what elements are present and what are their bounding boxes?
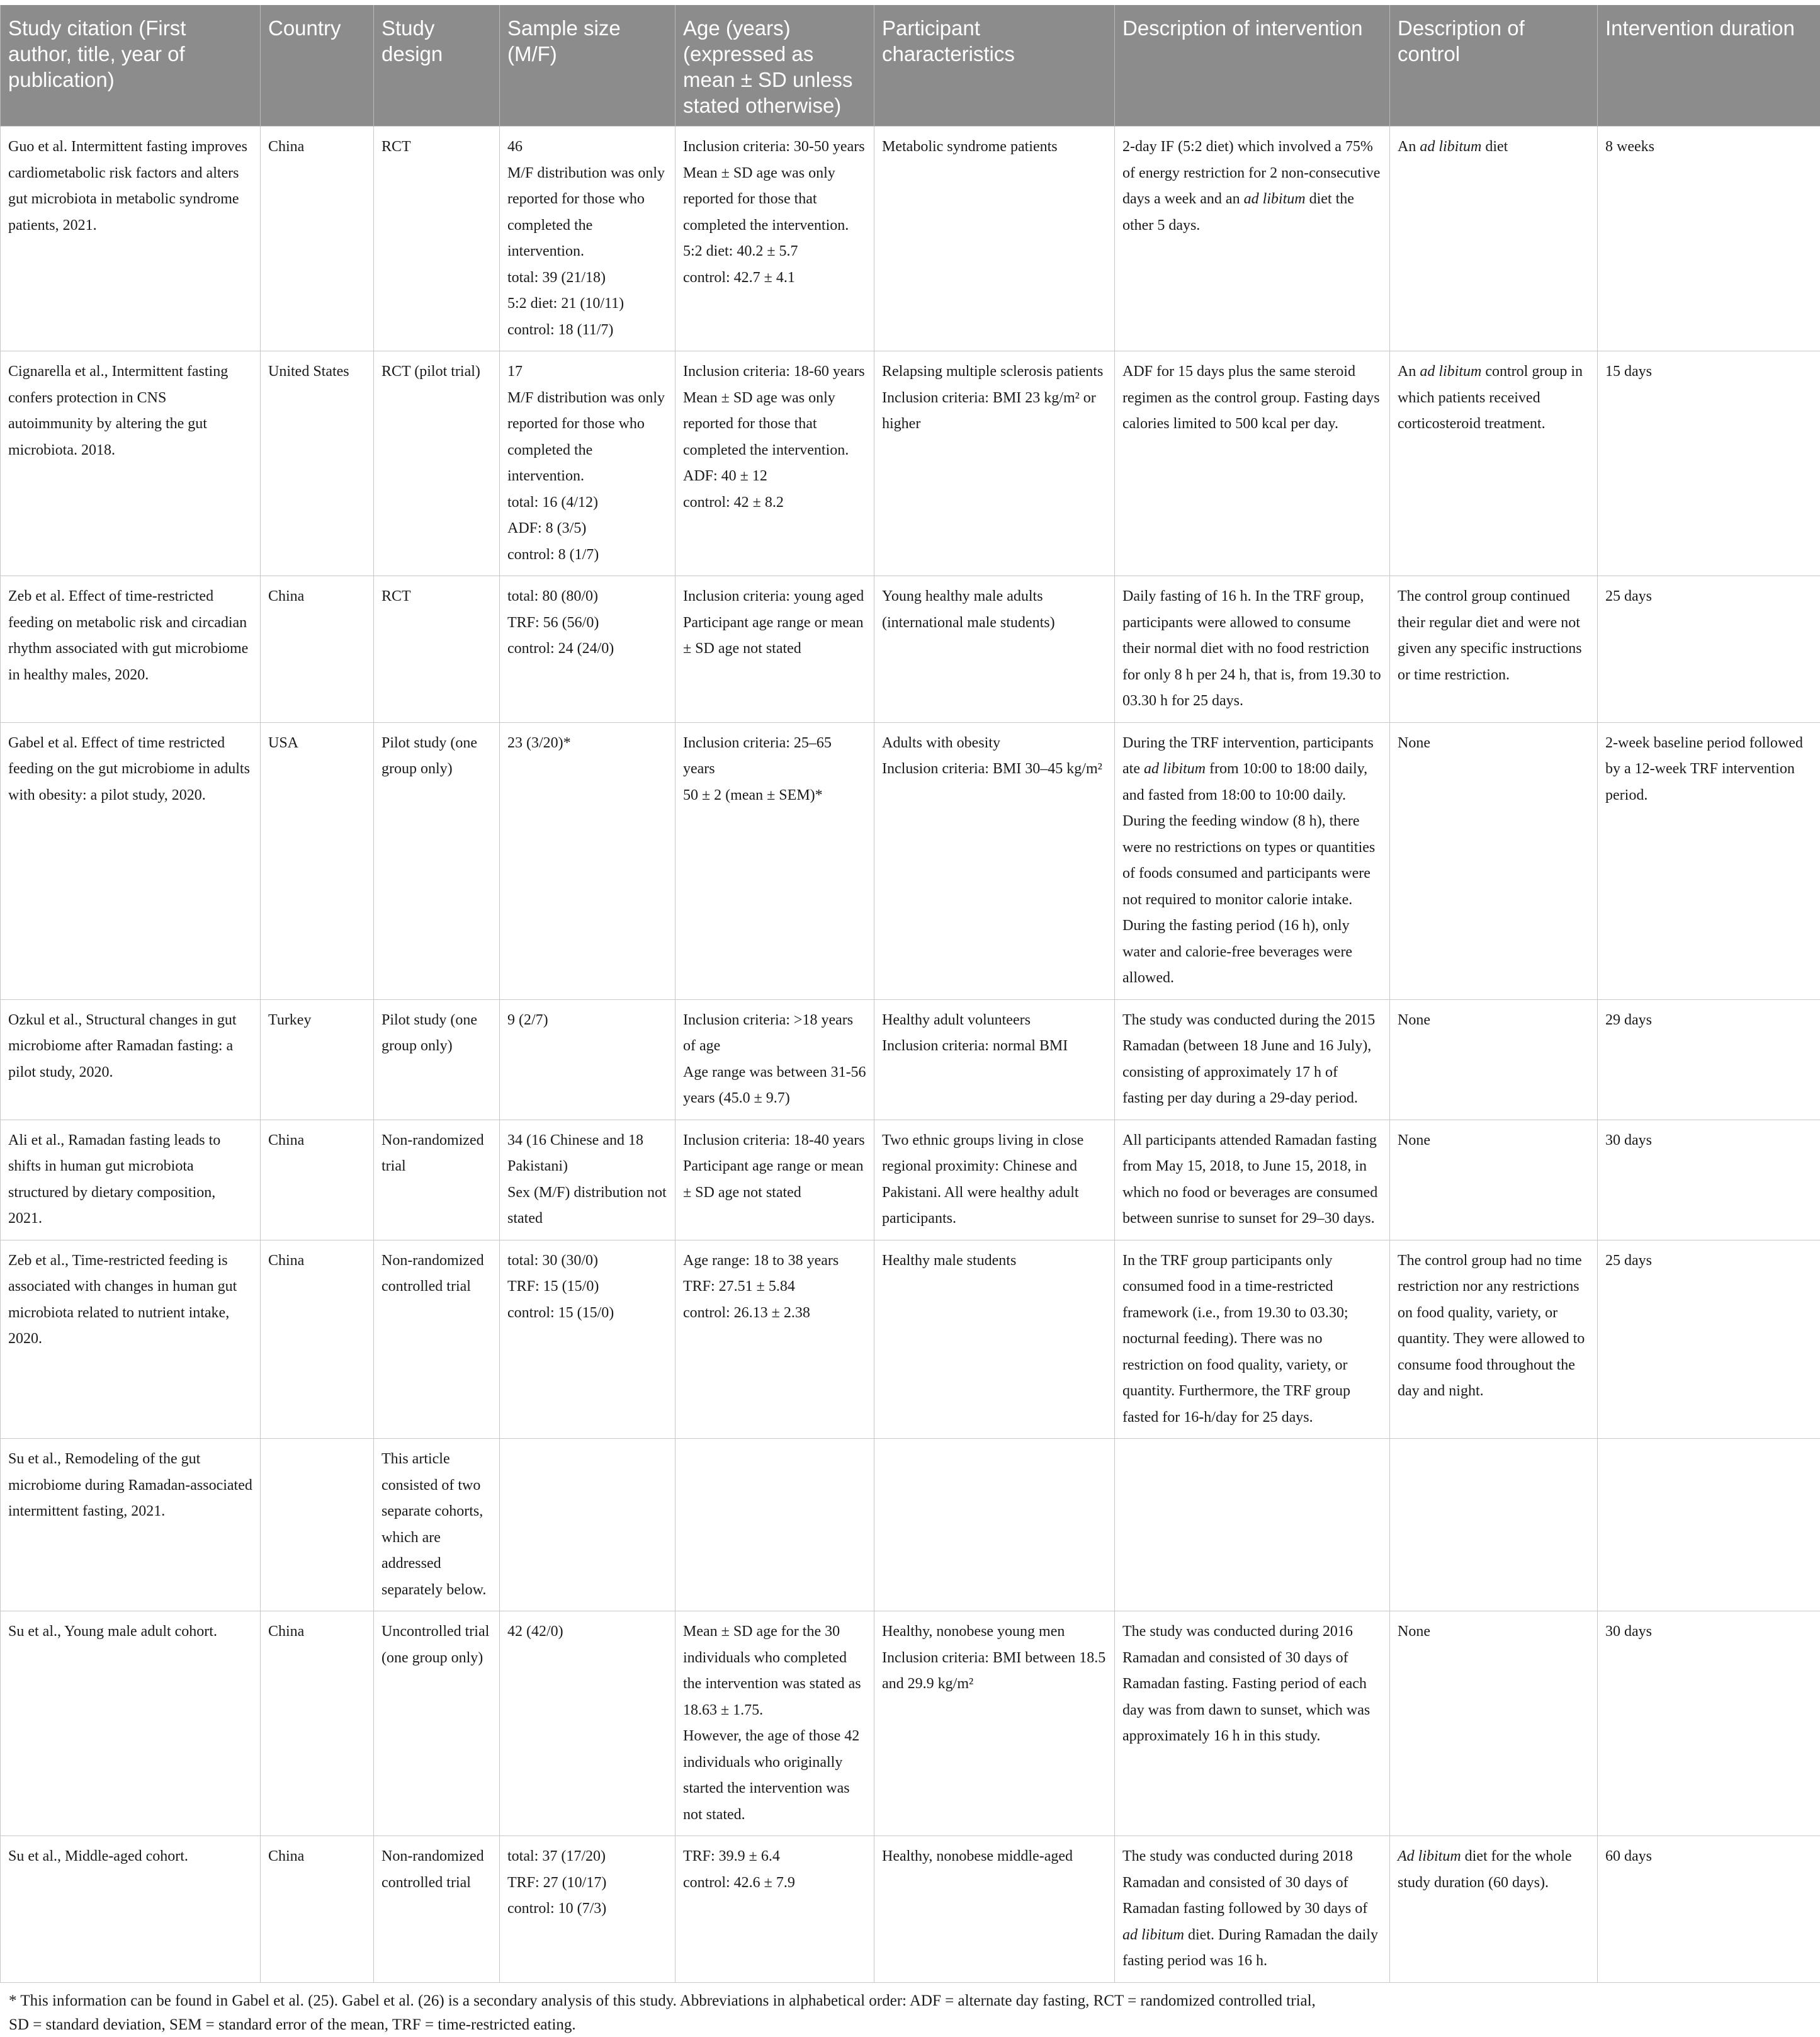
cell-line: Participant age range or mean ± SD age not stated <box>683 1154 866 1206</box>
cell-age <box>675 576 874 723</box>
cell-citation <box>1 722 261 999</box>
cell-text: USA <box>268 735 298 751</box>
cell-text: The control group continued their regular diet and were not given any specific instructions or time restriction. <box>1398 588 1582 683</box>
cell-text: None <box>1398 1012 1430 1028</box>
cell-line: Age range was between 31-56 years (45.0 ± 9.7) <box>683 1060 866 1112</box>
cell-text: China <box>268 1252 304 1269</box>
cell-line: Inclusion criteria: >18 years of age <box>683 1007 866 1060</box>
cell-line: Inclusion criteria: 25–65 years <box>683 730 866 783</box>
cell-text: Non-randomized controlled trial <box>382 1848 484 1891</box>
cell-age <box>675 1611 874 1836</box>
cell-country <box>261 127 374 351</box>
cell-text: 30 days <box>1605 1132 1652 1149</box>
cell-text: Non-randomized trial <box>382 1132 484 1175</box>
cell-participants <box>874 1836 1115 1983</box>
cell-line: 9 (2/7) <box>507 1007 667 1034</box>
cell-line: Healthy, nonobese young men <box>882 1619 1107 1645</box>
cell-country <box>261 1611 374 1836</box>
table-row <box>1 1836 1820 1983</box>
cell-line: Inclusion criteria: 18-40 years <box>683 1128 866 1154</box>
cell-line: total: 80 (80/0) <box>507 584 667 610</box>
cell-citation <box>1 576 261 723</box>
cell-text: During the TRF intervention, participants ate ad libitum from 10:00 to 18:00 daily, and fasted from 18:00 to 10:00 daily. During the feeding window (8 h), there were no restrictions on types or quantities of foods consumed and participants were not required to monitor calorie intake. During the fasting period (16 h), only water and calorie-free beverages were allowed. <box>1122 735 1375 987</box>
cell-text: RCT (pilot trial) <box>382 363 480 380</box>
cell-sample <box>500 1836 675 1983</box>
cell-text: An ad libitum diet <box>1398 139 1508 155</box>
footnote: * This information can be found in Gabel et al. (25). Gabel et al. (26) is a secondary analysis of this study. Abbreviations in alphabetical order: ADF = alternate day fasting, RCT = randomized controlled trial, SD = standard deviation, SEM = standard error of the mean, TRF = time-restricted eating. <box>0 1983 1327 2037</box>
cell-line: control: 26.13 ± 2.38 <box>683 1300 866 1327</box>
cell-country <box>261 999 374 1120</box>
cell-line: Adults with obesity <box>882 730 1107 757</box>
cell-control <box>1390 1120 1598 1240</box>
cell-text: 30 days <box>1605 1623 1652 1640</box>
cell-control <box>1390 127 1598 351</box>
cell-text: The study was conducted during 2016 Ramadan and consisted of 30 days of Ramadan fasting. Fasting period of each day was from dawn to sunset, which was approximately 16 h in this study. <box>1122 1623 1370 1744</box>
cell-line: M/F distribution was only reported for those who completed the intervention. <box>507 161 667 265</box>
cell-citation <box>1 1240 261 1439</box>
cell-line: Inclusion criteria: normal BMI <box>882 1033 1107 1060</box>
cell-text: Pilot study (one group only) <box>382 735 477 778</box>
cell-age <box>675 999 874 1120</box>
cell-text: China <box>268 1848 304 1864</box>
cell-text: This article consisted of two separate cohorts, which are addressed separately below. <box>382 1451 486 1598</box>
cell-text: In the TRF group participants only consumed food in a time-restricted framework (i.e., from 19.30 to 03.30; nocturnal feeding). There was no restriction on food quality, variety, or quantity. Furthermore, the TRF group fasted for 16-h/day for 25 days. <box>1122 1252 1350 1426</box>
cell-control <box>1390 1611 1598 1836</box>
cell-citation <box>1 351 261 576</box>
cell-citation <box>1 1120 261 1240</box>
header-row <box>1 5 1820 127</box>
cell-country <box>261 1836 374 1983</box>
cell-design <box>374 1120 500 1240</box>
cell-text: 8 weeks <box>1605 139 1654 155</box>
cell-text: Su et al., Young male adult cohort. <box>8 1623 217 1640</box>
cell-text: Turkey <box>268 1012 311 1028</box>
cell-citation <box>1 1611 261 1836</box>
table-row <box>1 1611 1820 1836</box>
cell-line: 5:2 diet: 21 (10/11) <box>507 291 667 317</box>
cell-sample <box>500 999 675 1120</box>
cell-duration <box>1598 1120 1820 1240</box>
cell-line: Inclusion criteria: 30-50 years <box>683 134 866 161</box>
cell-text: 29 days <box>1605 1012 1652 1028</box>
cell-intervention <box>1115 1836 1390 1983</box>
table-row <box>1 576 1820 723</box>
header-country: Country <box>261 5 374 127</box>
table-row <box>1 999 1820 1120</box>
cell-participants <box>874 1611 1115 1836</box>
cell-control <box>1390 999 1598 1120</box>
cell-line: 17 <box>507 359 667 385</box>
cell-line: control: 15 (15/0) <box>507 1300 667 1327</box>
cell-sample <box>500 351 675 576</box>
cell-line: 50 ± 2 (mean ± SEM)* <box>683 783 866 809</box>
cell-participants <box>874 351 1115 576</box>
table-row <box>1 1120 1820 1240</box>
cell-sample <box>500 1611 675 1836</box>
cell-duration <box>1598 127 1820 351</box>
cell-text: China <box>268 1623 304 1640</box>
cell-citation <box>1 127 261 351</box>
cell-text: 25 days <box>1605 588 1652 604</box>
header-design: Study design <box>374 5 500 127</box>
cell-text: ADF for 15 days plus the same steroid regimen as the control group. Fasting days calories limited to 500 kcal per day. <box>1122 363 1380 432</box>
cell-design <box>374 1240 500 1439</box>
cell-intervention <box>1115 1439 1390 1611</box>
cell-text: China <box>268 588 304 604</box>
cell-duration <box>1598 722 1820 999</box>
cell-line: control: 18 (11/7) <box>507 317 667 344</box>
cell-text: All participants attended Ramadan fasting from May 15, 2018, to June 15, 2018, in which no food or beverages are consumed between sunrise to sunset for 29–30 days. <box>1122 1132 1377 1227</box>
header-age: Age (years) (expressed as mean ± SD unless stated otherwise) <box>675 5 874 127</box>
cell-design <box>374 999 500 1120</box>
cell-line: 23 (3/20)* <box>507 730 667 757</box>
cell-text: Gabel et al. Effect of time restricted feeding on the gut microbiome in adults with obesity: a pilot study, 2020. <box>8 735 250 803</box>
header-participants: Participant characteristics <box>874 5 1115 127</box>
cell-line: TRF: 15 (15/0) <box>507 1274 667 1300</box>
cell-control <box>1390 576 1598 723</box>
header-duration: Intervention duration <box>1598 5 1820 127</box>
cell-line: total: 37 (17/20) <box>507 1844 667 1870</box>
cell-intervention <box>1115 576 1390 723</box>
cell-line: total: 16 (4/12) <box>507 490 667 516</box>
cell-control <box>1390 1836 1598 1983</box>
cell-intervention <box>1115 351 1390 576</box>
cell-text: Non-randomized controlled trial <box>382 1252 484 1295</box>
cell-participants <box>874 576 1115 723</box>
cell-line: control: 8 (1/7) <box>507 542 667 569</box>
header-intervention: Description of intervention <box>1115 5 1390 127</box>
table-header <box>1 5 1820 127</box>
table-row <box>1 1240 1820 1439</box>
cell-intervention <box>1115 999 1390 1120</box>
cell-design <box>374 1611 500 1836</box>
cell-line: control: 24 (24/0) <box>507 636 667 662</box>
cell-intervention <box>1115 1120 1390 1240</box>
cell-text: RCT <box>382 139 411 155</box>
cell-intervention <box>1115 1611 1390 1836</box>
cell-duration <box>1598 1240 1820 1439</box>
cell-control <box>1390 722 1598 999</box>
cell-age <box>675 722 874 999</box>
cell-text: Ali et al., Ramadan fasting leads to shifts in human gut microbiota structured by dietary composition, 2021. <box>8 1132 220 1227</box>
cell-line: Metabolic syndrome patients <box>882 134 1107 161</box>
cell-text: Pilot study (one group only) <box>382 1012 477 1055</box>
cell-line: TRF: 56 (56/0) <box>507 610 667 637</box>
cell-design <box>374 351 500 576</box>
cell-country <box>261 1120 374 1240</box>
cell-participants <box>874 1240 1115 1439</box>
cell-country <box>261 576 374 723</box>
cell-citation <box>1 1439 261 1611</box>
cell-sample <box>500 1439 675 1611</box>
cell-text: Cignarella et al., Intermittent fasting confers protection in CNS autoimmunity by altering the gut microbiota. 2018. <box>8 363 228 458</box>
cell-design <box>374 576 500 723</box>
cell-line: 42 (42/0) <box>507 1619 667 1645</box>
cell-citation <box>1 999 261 1120</box>
cell-country <box>261 351 374 576</box>
cell-line: control: 42.7 ± 4.1 <box>683 265 866 292</box>
cell-line: Two ethnic groups living in close regional proximity: Chinese and Pakistani. All were healthy adult participants. <box>882 1128 1107 1232</box>
cell-line: ADF: 40 ± 12 <box>683 463 866 490</box>
cell-design <box>374 1836 500 1983</box>
cell-duration <box>1598 1439 1820 1611</box>
cell-participants <box>874 1120 1115 1240</box>
cell-line: 46 <box>507 134 667 161</box>
cell-duration <box>1598 999 1820 1120</box>
cell-line: Inclusion criteria: young aged <box>683 584 866 610</box>
cell-line: Mean ± SD age was only reported for those that completed the intervention. <box>683 385 866 464</box>
cell-line: control: 42.6 ± 7.9 <box>683 1870 866 1897</box>
cell-line: TRF: 39.9 ± 6.4 <box>683 1844 866 1870</box>
cell-text: Zeb et al. Effect of time-restricted feeding on metabolic risk and circadian rhythm associated with gut microbiome in healthy males, 2020. <box>8 588 248 683</box>
cell-intervention <box>1115 1240 1390 1439</box>
cell-text: 60 days <box>1605 1848 1652 1864</box>
cell-text: China <box>268 139 304 155</box>
cell-line: total: 30 (30/0) <box>507 1248 667 1274</box>
header-sample: Sample size (M/F) <box>500 5 675 127</box>
cell-line: Inclusion criteria: BMI 23 kg/m² or higher <box>882 385 1107 438</box>
cell-text: Uncontrolled trial (one group only) <box>382 1623 489 1666</box>
cell-sample <box>500 1240 675 1439</box>
cell-control <box>1390 1240 1598 1439</box>
cell-age <box>675 127 874 351</box>
cell-text: 15 days <box>1605 363 1652 380</box>
table-body <box>1 127 1820 1983</box>
cell-intervention <box>1115 722 1390 999</box>
cell-duration <box>1598 351 1820 576</box>
cell-country <box>261 722 374 999</box>
table-row <box>1 351 1820 576</box>
cell-text: The study was conducted during 2018 Ramadan and consisted of 30 days of Ramadan fasting followed by 30 days of ad libitum diet. During Ramadan the daily fasting period was 16 h. <box>1122 1848 1378 1969</box>
cell-line: Sex (M/F) distribution not stated <box>507 1180 667 1232</box>
cell-text: None <box>1398 1132 1430 1149</box>
cell-intervention <box>1115 127 1390 351</box>
cell-line: control: 42 ± 8.2 <box>683 490 866 516</box>
cell-line: Young healthy male adults (international male students) <box>882 584 1107 636</box>
cell-age <box>675 1439 874 1611</box>
cell-line: total: 39 (21/18) <box>507 265 667 292</box>
cell-text: Guo et al. Intermittent fasting improves cardiometabolic risk factors and alters gut microbiota in metabolic syndrome patients, 2021. <box>8 139 247 234</box>
cell-age <box>675 351 874 576</box>
cell-text: An ad libitum control group in which patients received corticosteroid treatment. <box>1398 363 1583 432</box>
cell-participants <box>874 722 1115 999</box>
cell-text: The control group had no time restriction nor any restrictions on food quality, variety, or quantity. They were allowed to consume food throughout the day and night. <box>1398 1252 1585 1400</box>
cell-line: ADF: 8 (3/5) <box>507 516 667 542</box>
cell-text: 2-day IF (5:2 diet) which involved a 75% of energy restriction for 2 non-consecutive days a week and an ad libitum diet the other 5 days. <box>1122 139 1380 234</box>
cell-control <box>1390 1439 1598 1611</box>
cell-text: None <box>1398 1623 1430 1640</box>
cell-age <box>675 1836 874 1983</box>
cell-country <box>261 1240 374 1439</box>
cell-text: Daily fasting of 16 h. In the TRF group, participants were allowed to consume their normal diet with no food restriction for only 8 h per 24 h, that is, from 19.30 to 03.30 h for 25 days. <box>1122 588 1381 709</box>
cell-sample <box>500 127 675 351</box>
cell-line: Participant age range or mean ± SD age not stated <box>683 610 866 662</box>
cell-line: TRF: 27 (10/17) <box>507 1870 667 1897</box>
cell-line: Inclusion criteria: 18-60 years <box>683 359 866 385</box>
cell-line: TRF: 27.51 ± 5.84 <box>683 1274 866 1300</box>
cell-design <box>374 1439 500 1611</box>
cell-line: 5:2 diet: 40.2 ± 5.7 <box>683 239 866 265</box>
cell-line: Inclusion criteria: BMI between 18.5 and 29.9 kg/m² <box>882 1645 1107 1698</box>
cell-duration <box>1598 576 1820 723</box>
cell-line: Age range: 18 to 38 years <box>683 1248 866 1274</box>
cell-text: 2-week baseline period followed by a 12-week TRF intervention period. <box>1605 735 1803 803</box>
cell-participants <box>874 999 1115 1120</box>
studies-table <box>0 5 1820 1983</box>
cell-line: Mean ± SD age was only reported for those that completed the intervention. <box>683 161 866 239</box>
cell-line: Mean ± SD age for the 30 individuals who completed the intervention was stated as 18.63 ± 1.75. <box>683 1619 866 1723</box>
cell-text: The study was conducted during the 2015 Ramadan (between 18 June and 16 July), consisting of approximately 17 h of fasting per day during a 29-day period. <box>1122 1012 1375 1107</box>
cell-line: However, the age of those 42 individuals who originally started the intervention was not stated. <box>683 1723 866 1828</box>
cell-design <box>374 127 500 351</box>
cell-text: United States <box>268 363 349 380</box>
cell-line: control: 10 (7/3) <box>507 1896 667 1922</box>
cell-text: Ad libitum diet for the whole study duration (60 days). <box>1398 1848 1572 1891</box>
header-control: Description of control <box>1390 5 1598 127</box>
cell-citation <box>1 1836 261 1983</box>
cell-country <box>261 1439 374 1611</box>
table-row <box>1 1439 1820 1611</box>
cell-line: M/F distribution was only reported for those who completed the intervention. <box>507 385 667 490</box>
cell-text: Su et al., Middle-aged cohort. <box>8 1848 188 1864</box>
cell-line: Healthy male students <box>882 1248 1107 1274</box>
cell-text: None <box>1398 735 1430 751</box>
cell-line: Inclusion criteria: BMI 30–45 kg/m² <box>882 756 1107 783</box>
cell-text: Ozkul et al., Structural changes in gut microbiome after Ramadan fasting: a pilot study, 2020. <box>8 1012 237 1081</box>
cell-line: 34 (16 Chinese and 18 Pakistani) <box>507 1128 667 1180</box>
cell-sample <box>500 576 675 723</box>
cell-line: Relapsing multiple sclerosis patients <box>882 359 1107 385</box>
cell-duration <box>1598 1611 1820 1836</box>
cell-participants <box>874 1439 1115 1611</box>
cell-text: Su et al., Remodeling of the gut microbiome during Ramadan-associated intermittent fasting, 2021. <box>8 1451 252 1519</box>
cell-sample <box>500 722 675 999</box>
cell-participants <box>874 127 1115 351</box>
table-row <box>1 127 1820 351</box>
cell-design <box>374 722 500 999</box>
cell-line: Healthy, nonobese middle-aged <box>882 1844 1107 1870</box>
cell-line: Healthy adult volunteers <box>882 1007 1107 1034</box>
cell-text: 25 days <box>1605 1252 1652 1269</box>
cell-text: RCT <box>382 588 411 604</box>
cell-control <box>1390 351 1598 576</box>
cell-age <box>675 1240 874 1439</box>
table-row <box>1 722 1820 999</box>
cell-age <box>675 1120 874 1240</box>
cell-text: China <box>268 1132 304 1149</box>
cell-text: Zeb et al., Time-restricted feeding is associated with changes in human gut microbiota related to nutrient intake, 2020. <box>8 1252 237 1348</box>
header-citation: Study citation (First author, title, year of publication) <box>1 5 261 127</box>
cell-duration <box>1598 1836 1820 1983</box>
cell-sample <box>500 1120 675 1240</box>
